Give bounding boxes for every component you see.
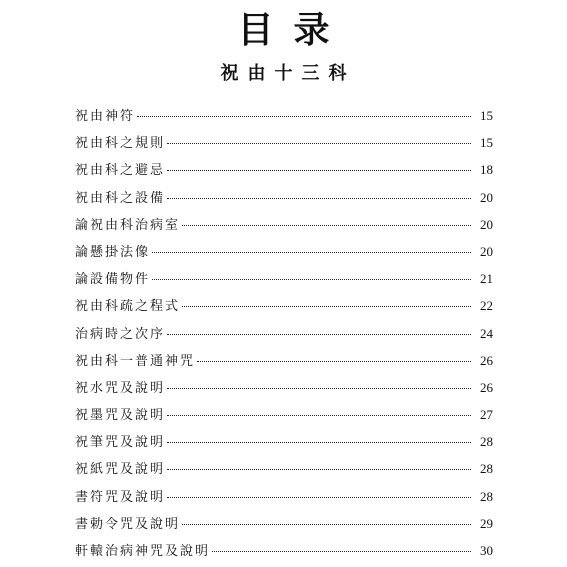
toc-dot-leader [197, 347, 471, 362]
toc-entry-label: 書符咒及說明 [75, 489, 166, 505]
toc-entry-label: 祝筆咒及說明 [75, 435, 166, 451]
toc-entry-label: 論祝由科治病室 [75, 217, 181, 233]
toc-entry [75, 156, 493, 183]
toc-dot-leader [167, 129, 471, 144]
toc-entry [75, 374, 493, 401]
toc-entry-page-number: 28 [480, 488, 493, 504]
toc-dot-leader [152, 265, 471, 280]
toc-entry [75, 347, 493, 374]
toc-entry-page-number: 20 [480, 216, 493, 232]
toc-entry [75, 428, 493, 455]
toc-entry-page-number: 15 [480, 135, 493, 151]
toc-entry-page-number: 26 [480, 352, 493, 368]
toc-dot-leader [167, 455, 471, 470]
page-subtitle: 祝由十三科 [220, 63, 356, 84]
toc-dot-leader [167, 184, 471, 199]
toc-entry [75, 211, 493, 238]
toc-entry-page-number: 26 [480, 379, 493, 395]
toc-entry [75, 510, 493, 537]
toc-entry-label: 論懸掛法像 [75, 244, 151, 260]
toc-entry-label: 論設備物件 [75, 272, 151, 288]
toc-entry-page-number: 30 [480, 543, 493, 558]
toc-entry-label: 祝由科之避忌 [75, 163, 166, 179]
toc-entry [75, 129, 493, 156]
toc-dot-leader [167, 428, 471, 443]
toc-entry [75, 320, 493, 347]
toc-dot-leader [167, 320, 471, 335]
toc-entry [75, 238, 493, 265]
toc-entry-page-number: 20 [480, 243, 493, 259]
toc-entry-page-number: 28 [480, 461, 493, 477]
toc-entry-label: 祝水咒及說明 [75, 380, 166, 396]
table-of-contents [75, 102, 493, 564]
toc-entry [75, 265, 493, 292]
toc-entry [75, 537, 493, 564]
toc-dot-leader [167, 483, 471, 498]
toc-dot-leader [182, 211, 471, 226]
toc-dot-leader [167, 156, 471, 171]
toc-dot-leader [182, 510, 471, 525]
toc-entry [75, 184, 493, 211]
toc-entry-label: 祝由科疏之程式 [75, 299, 181, 315]
toc-entry-label: 祝墨咒及說明 [75, 408, 166, 424]
toc-entry [75, 292, 493, 319]
toc-dot-leader [167, 401, 471, 416]
toc-dot-leader [182, 292, 471, 307]
toc-entry-page-number: 22 [480, 298, 493, 314]
toc-entry-page-number: 21 [480, 271, 493, 287]
toc-entry-label: 軒轅治病神咒及說明 [75, 544, 211, 559]
toc-entry-page-number: 15 [480, 108, 493, 123]
toc-dot-leader [152, 238, 471, 253]
toc-entry-label: 治病時之次序 [75, 326, 166, 342]
toc-entry-label: 祝由科一普通神咒 [75, 353, 196, 369]
toc-entry [75, 102, 493, 129]
toc-entry-page-number: 27 [480, 407, 493, 423]
toc-dot-leader [212, 537, 471, 552]
toc-entry-label: 祝由科之規則 [75, 136, 166, 152]
page-title: 目录 [237, 9, 350, 51]
toc-entry-page-number: 20 [480, 189, 493, 205]
toc-entry [75, 483, 493, 510]
toc-entry-label: 祝由神符 [75, 109, 136, 124]
toc-entry-label: 書勅令咒及說明 [75, 516, 181, 532]
toc-entry [75, 455, 493, 482]
toc-entry-page-number: 28 [480, 434, 493, 450]
toc-entry-label: 祝由科之設備 [75, 190, 166, 206]
toc-entry-page-number: 29 [480, 515, 493, 531]
toc-dot-leader [167, 374, 471, 389]
toc-entry [75, 401, 493, 428]
toc-dot-leader [137, 102, 471, 117]
toc-entry-page-number: 24 [480, 325, 493, 341]
toc-entry-page-number: 18 [480, 162, 493, 178]
toc-entry-label: 祝紙咒及說明 [75, 462, 166, 478]
